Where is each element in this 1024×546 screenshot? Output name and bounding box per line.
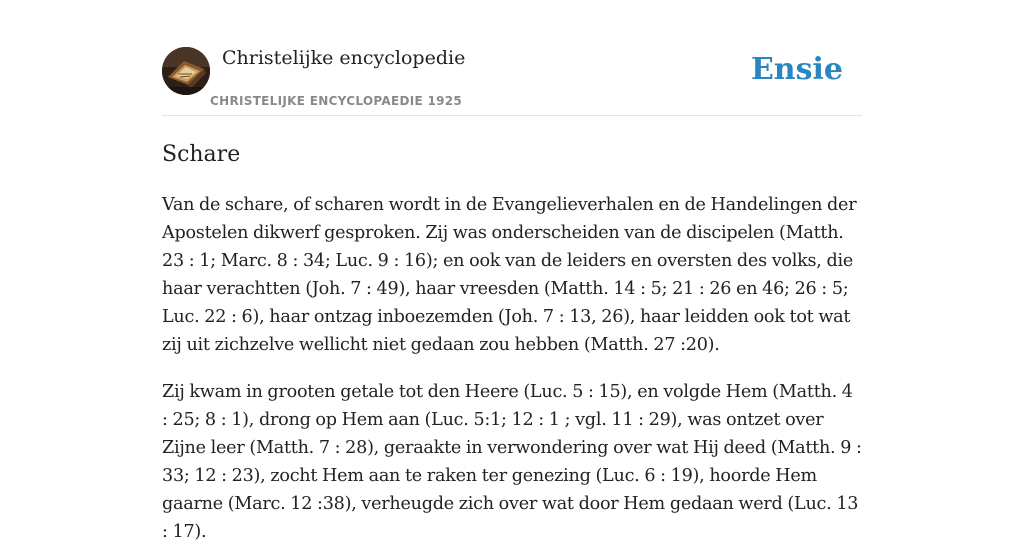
site-subtitle: CHRISTELIJKE ENCYCLOPAEDIE 1925 <box>210 94 463 108</box>
book-photo-icon <box>162 47 210 95</box>
avatar[interactable] <box>162 47 210 95</box>
article-paragraph: Zij kwam in grooten getale tot den Heere (Luc. 5 : 15), en volgde Hem (Matth. 4 : 25; 8 : 1), drong op Hem aan (Luc. 5:1; 12 : 1 ; vgl. 11 : 29), was ontzet over Zijne leer (Matth. 7 : 28), geraakte in verwondering over wat Hij deed (Matth. 9 : 33; 12 : 23), zocht Hem aan te raken ter genezing (Luc. 6 : 19), hoorde Hem gaarne (Marc. 12 :38), verheugde zich over wat door Hem gedaan werd (Luc. 13 : 17). <box>162 382 862 542</box>
page-container <box>162 0 862 546</box>
article-body <box>162 191 862 546</box>
site-header <box>162 0 862 116</box>
article-title: Schare <box>162 142 241 167</box>
site-name-link[interactable]: Christelijke encyclopedie <box>222 47 466 69</box>
brand-logo-link[interactable]: Ensie <box>750 52 843 87</box>
article-paragraph: Van de schare, of scharen wordt in de Evangelieverhalen en de Handelingen der Apostelen dikwerf gesproken. Zij was onderscheiden van de discipelen (Matth. 23 : 1; Marc. 8 : 34; Luc. 9 : 16); en ook van de leiders en oversten des volks, die haar verachtten (Joh. 7 : 49), haar vreesden (Matth. 14 : 5; 21 : 26 en 46; 26 : 5; Luc. 22 : 6), haar ontzag inboezemden (Joh. 7 : 13, 26), haar leidden ook tot wat zij uit zichzelve wellicht niet gedaan zou hebben (Matth. 27 :20). <box>162 195 857 355</box>
